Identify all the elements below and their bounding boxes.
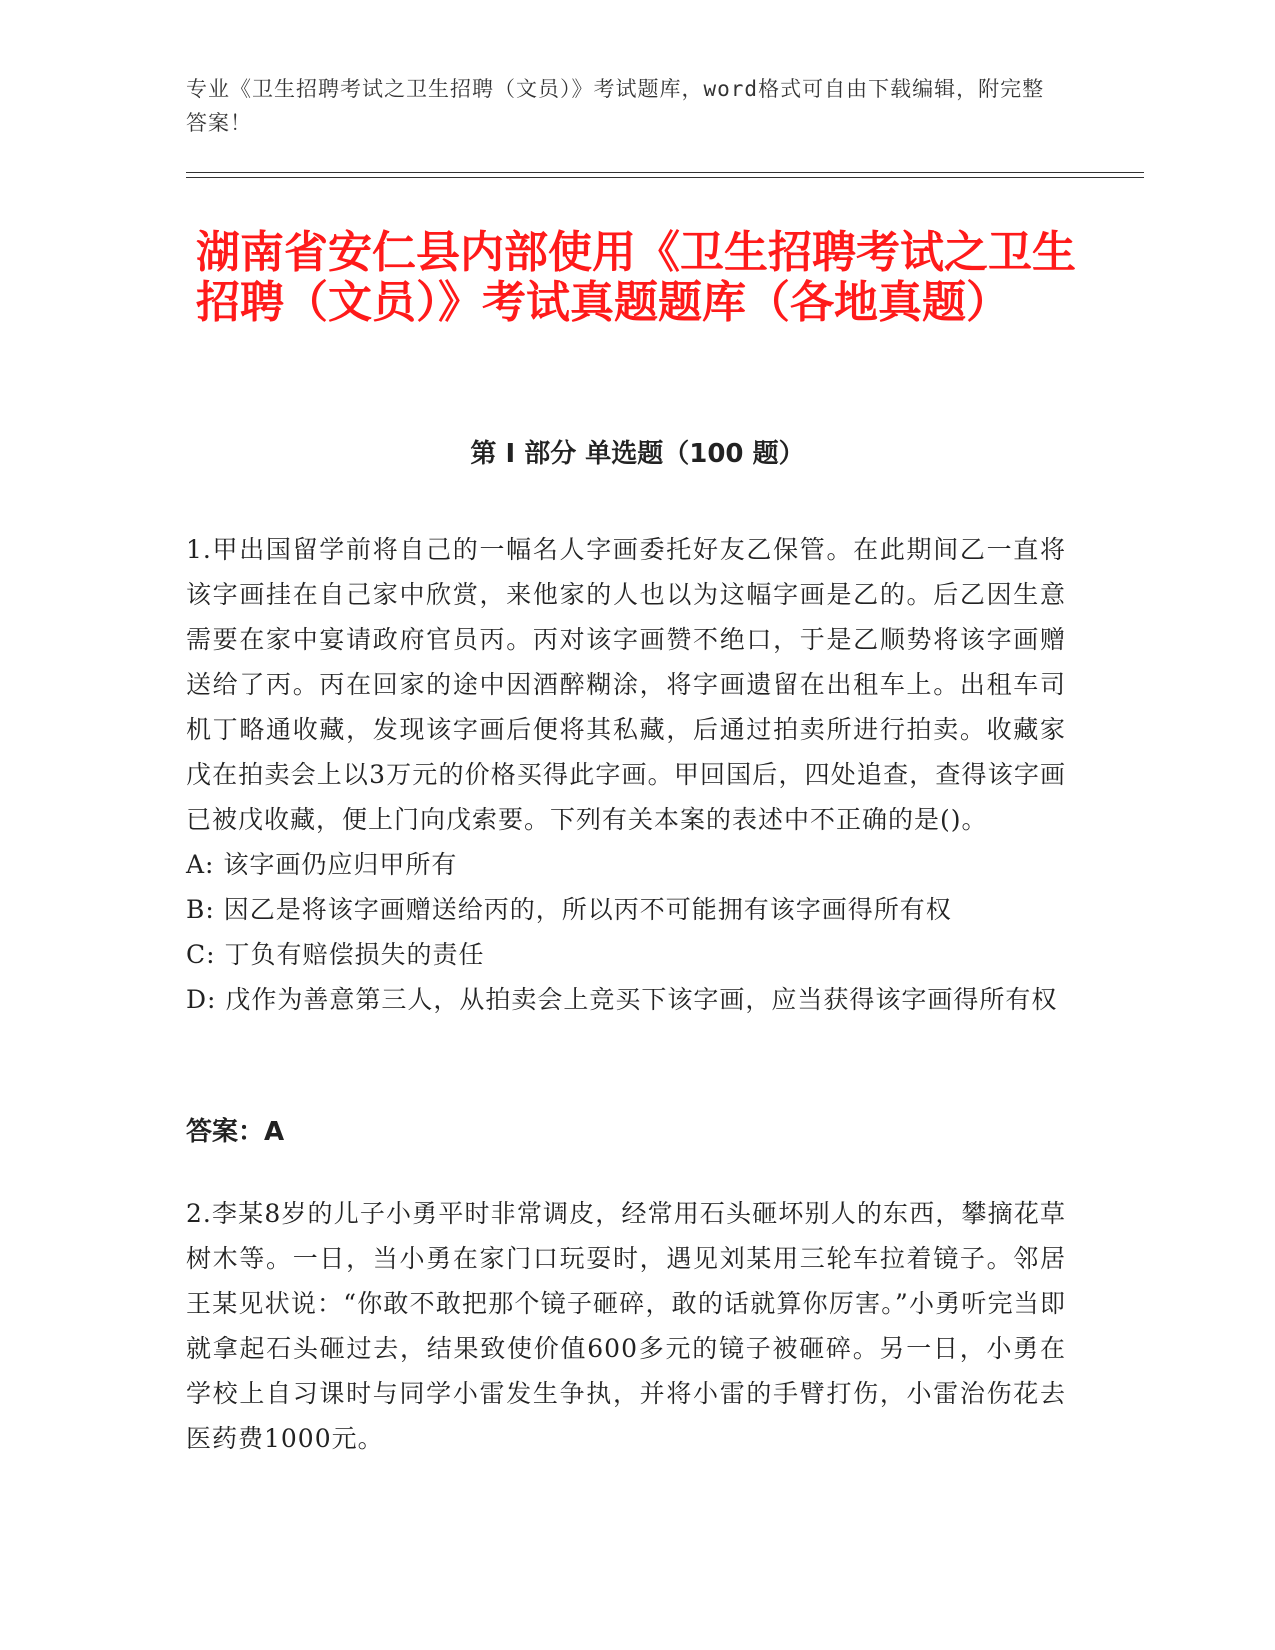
question-stem: 1.甲出国留学前将自己的一幅名人字画委托好友乙保管。在此期间乙一直将该字画挂在自己家中欣赏，来他家的人也以为这幅字画是乙的。后乙因生意需要在家中宴请政府官员丙。丙对该字画赞不绝口，于是乙顺势将该字画赠送给了丙。丙在回家的途中因酒醉糊涂，将字画遗留在出租车上。出租车司机丁略通收藏，发现该字画后便将其私藏，后通过拍卖所进行拍卖。收藏家戊在拍卖会上以3万元的价格买得此字画。甲回国后，四处追查，查得该字画已被戊收藏，便上门向戊索要。下列有关本案的表述中不正确的是()。	[186, 535, 1066, 834]
option-d: D: 戊作为善意第三人，从拍卖会上竞买下该字画，应当获得该字画得所有权	[186, 985, 1058, 1014]
question-1	[186, 527, 1066, 1022]
header-rule-top	[186, 172, 1144, 173]
section-heading: 第 I 部分 单选题（100 题）	[470, 439, 805, 469]
header-note: 专业《卫生招聘考试之卫生招聘（文员）》考试题库，word格式可自由下载编辑，附完整答案！	[186, 77, 1045, 135]
option-a: A: 该字画仍应归甲所有	[186, 850, 458, 879]
question-2	[186, 1191, 1066, 1461]
header-rule-bottom	[186, 177, 1144, 178]
question-stem: 2.李某8岁的儿子小勇平时非常调皮，经常用石头砸坏别人的东西，攀摘花草树木等。一日，当小勇在家门口玩耍时，遇见刘某用三轮车拉着镜子。邻居王某见状说：“你敢不敢把那个镜子砸碎，敢的话就算你厉害。”小勇听完当即就拿起石头砸过去，结果致使价值600多元的镜子被砸碎。另一日，小勇在学校上自习课时与同学小雷发生争执，并将小雷的手臂打伤，小雷治伤花去医药费1000元。	[186, 1199, 1066, 1453]
option-b: B: 因乙是将该字画赠送给丙的，所以丙不可能拥有该字画得所有权	[186, 895, 952, 924]
answer-1: 答案：A	[186, 1117, 285, 1147]
document-title: 湖南省安仁县内部使用《卫生招聘考试之卫生招聘（文员）》考试真题题库（各地真题）	[196, 227, 1076, 328]
option-c: C: 丁负有赔偿损失的责任	[186, 940, 485, 969]
